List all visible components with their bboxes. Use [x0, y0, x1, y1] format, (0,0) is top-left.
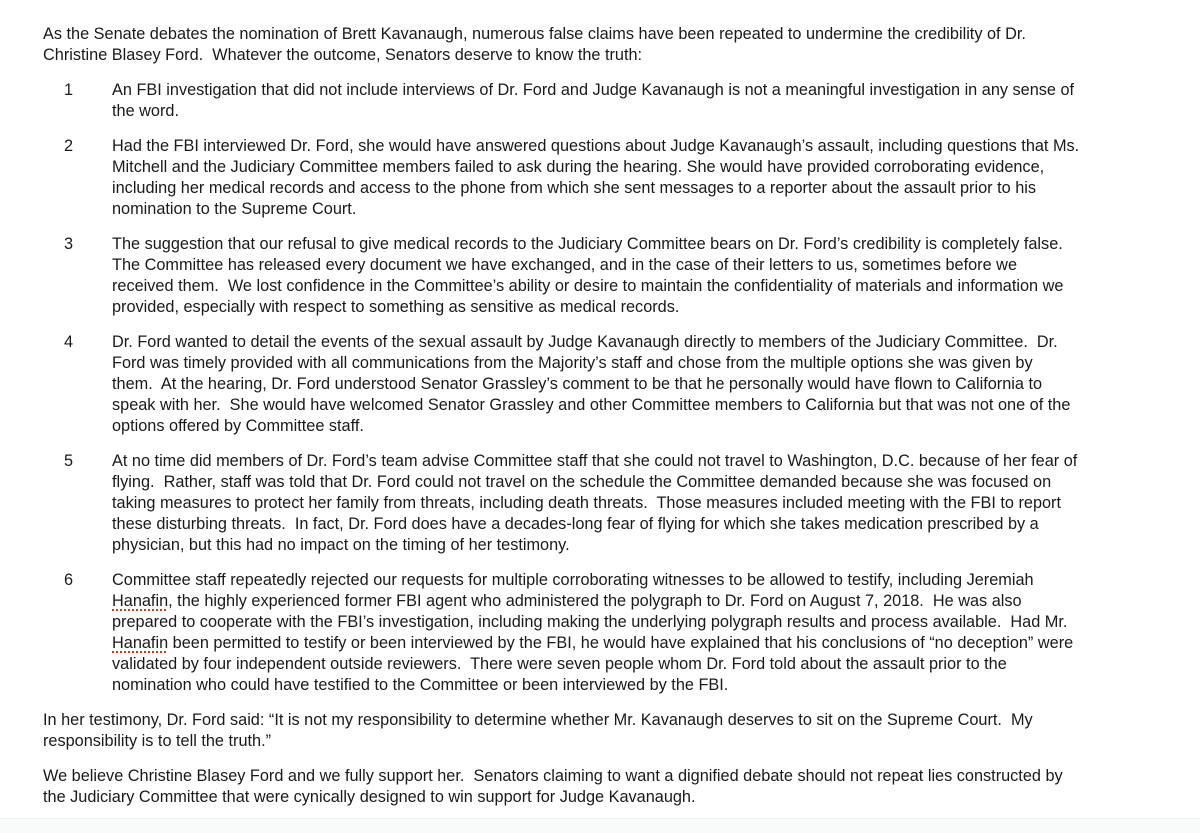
spellcheck-underlined-word: Hanafin: [112, 634, 169, 652]
text-line: including her medical records and access to the phone from which she sent messages to a reporter about the assault prior to his: [112, 179, 1037, 197]
text-line: In her testimony, Dr. Ford said: “It is not my responsibility to determine whether Mr. Kavanaugh deserves to sit on the Supreme Court. My: [43, 711, 1033, 729]
text-line: the word.: [112, 102, 179, 120]
text-line: speak with her. She would have welcomed Senator Grassley and other Committee members to California but that was not one of the: [112, 396, 1071, 414]
text-line: provided, especially with respect to something as sensitive as medical records.: [112, 298, 680, 316]
item-text: [112, 570, 1073, 696]
item-number: 1: [64, 81, 74, 99]
text-line: As the Senate debates the nomination of Brett Kavanaugh, numerous false claims have been repeated to undermine the credibility of Dr.: [43, 25, 1026, 43]
text-line: taking measures to protect her family from threats, including death threats. Those measures included meeting with the FBI to report: [112, 494, 1062, 512]
item-number: 2: [64, 137, 74, 155]
item-number: 4: [64, 333, 74, 351]
text-line: We believe Christine Blasey Ford and we fully support her. Senators claiming to want a dignified debate should not repeat lies constructed by: [43, 767, 1063, 785]
text-line: Had the FBI interviewed Dr. Ford, she would have answered questions about Judge Kavanaugh’s assault, including questions that Ms.: [112, 137, 1080, 155]
text-line: validated by four independent outside reviewers. There were seven people whom Dr. Ford told about the assault prior to the: [112, 655, 1007, 673]
closing-paragraph-1: [43, 710, 1170, 752]
item-text: [112, 451, 1077, 556]
list-item-4: [43, 332, 1170, 437]
text-line: The suggestion that our refusal to give medical records to the Judiciary Committee bears on Dr. Ford’s credibility is completely false.: [112, 235, 1063, 253]
text-line: responsibility is to tell the truth.”: [43, 732, 272, 750]
item-text: [112, 332, 1070, 437]
text-line: The Committee has released every document we have exchanged, and in the case of their letters to us, sometimes before we: [112, 256, 1017, 274]
item-text: [112, 136, 1079, 220]
text-line: prepared to cooperate with the FBI’s investigation, including making the underlying polygraph results and process available. Had Mr.: [112, 613, 1068, 631]
text-line: flying. Rather, staff was told that Dr. Ford could not travel on the schedule the Committee demanded because she was focused on: [112, 473, 1052, 491]
text-line: them. At the hearing, Dr. Ford understood Senator Grassley’s comment to be that he personally would have flown to California to: [112, 375, 1043, 393]
text-line: Ford was timely provided with all communications from the Majority’s staff and chose from the multiple options she was given by: [112, 354, 1033, 372]
text-line: options offered by Committee staff.: [112, 417, 364, 435]
list-item-5: [43, 451, 1170, 556]
item-number: 6: [64, 571, 74, 589]
text-line: Hanafin been permitted to testify or been interviewed by the FBI, he would have explained that his conclusions of “no deception” were: [112, 634, 1074, 652]
text-line: Christine Blasey Ford. Whatever the outcome, Senators deserve to know the truth:: [43, 46, 643, 64]
list-item-2: [43, 136, 1170, 220]
text-line: received them. We lost confidence in the Committee’s ability or desire to maintain the confidentiality of materials and information we: [112, 277, 1064, 295]
text-line: Hanafin, the highly experienced former FBI agent who administered the polygraph to Dr. Ford on August 7, 2018. He was also: [112, 592, 1022, 610]
text-line: Committee staff repeatedly rejected our requests for multiple corroborating witnesses to be allowed to testify, including Jeremiah: [112, 571, 1034, 589]
text-line: physician, but this had no impact on the timing of her testimony.: [112, 536, 570, 554]
intro-paragraph: [43, 24, 1170, 66]
item-text: [112, 234, 1063, 318]
text-line: the Judiciary Committee that were cynically designed to win support for Judge Kavanaugh.: [43, 788, 696, 806]
closing-paragraph-2: [43, 766, 1170, 808]
bottom-edge-strip: [0, 818, 1200, 833]
text-line: Dr. Ford wanted to detail the events of the sexual assault by Judge Kavanaugh directly to members of the Judiciary Committee. Dr.: [112, 333, 1058, 351]
spellcheck-underlined-word: Hanafin: [112, 592, 169, 610]
text-line: these disturbing threats. In fact, Dr. Ford does have a decades-long fear of flying for which she takes medication prescribed by a: [112, 515, 1039, 533]
list-item-1: [43, 80, 1170, 122]
numbered-list: [43, 80, 1170, 696]
item-number: 5: [64, 452, 74, 470]
text-line: Mitchell and the Judiciary Committee members failed to ask during the hearing. She would have provided corroborating evidence,: [112, 158, 1045, 176]
text-line: nomination who could have testified to the Committee or been interviewed by the FBI.: [112, 676, 729, 694]
text-line: nomination to the Supreme Court.: [112, 200, 357, 218]
item-number: 3: [64, 235, 74, 253]
text-line: At no time did members of Dr. Ford’s team advise Committee staff that she could not travel to Washington, D.C. because of her fear of: [112, 452, 1078, 470]
text-line: An FBI investigation that did not include interviews of Dr. Ford and Judge Kavanaugh is not a meaningful investigation in any sense of: [112, 81, 1075, 99]
list-item-6: [43, 570, 1170, 696]
item-text: [112, 80, 1074, 122]
list-item-3: [43, 234, 1170, 318]
